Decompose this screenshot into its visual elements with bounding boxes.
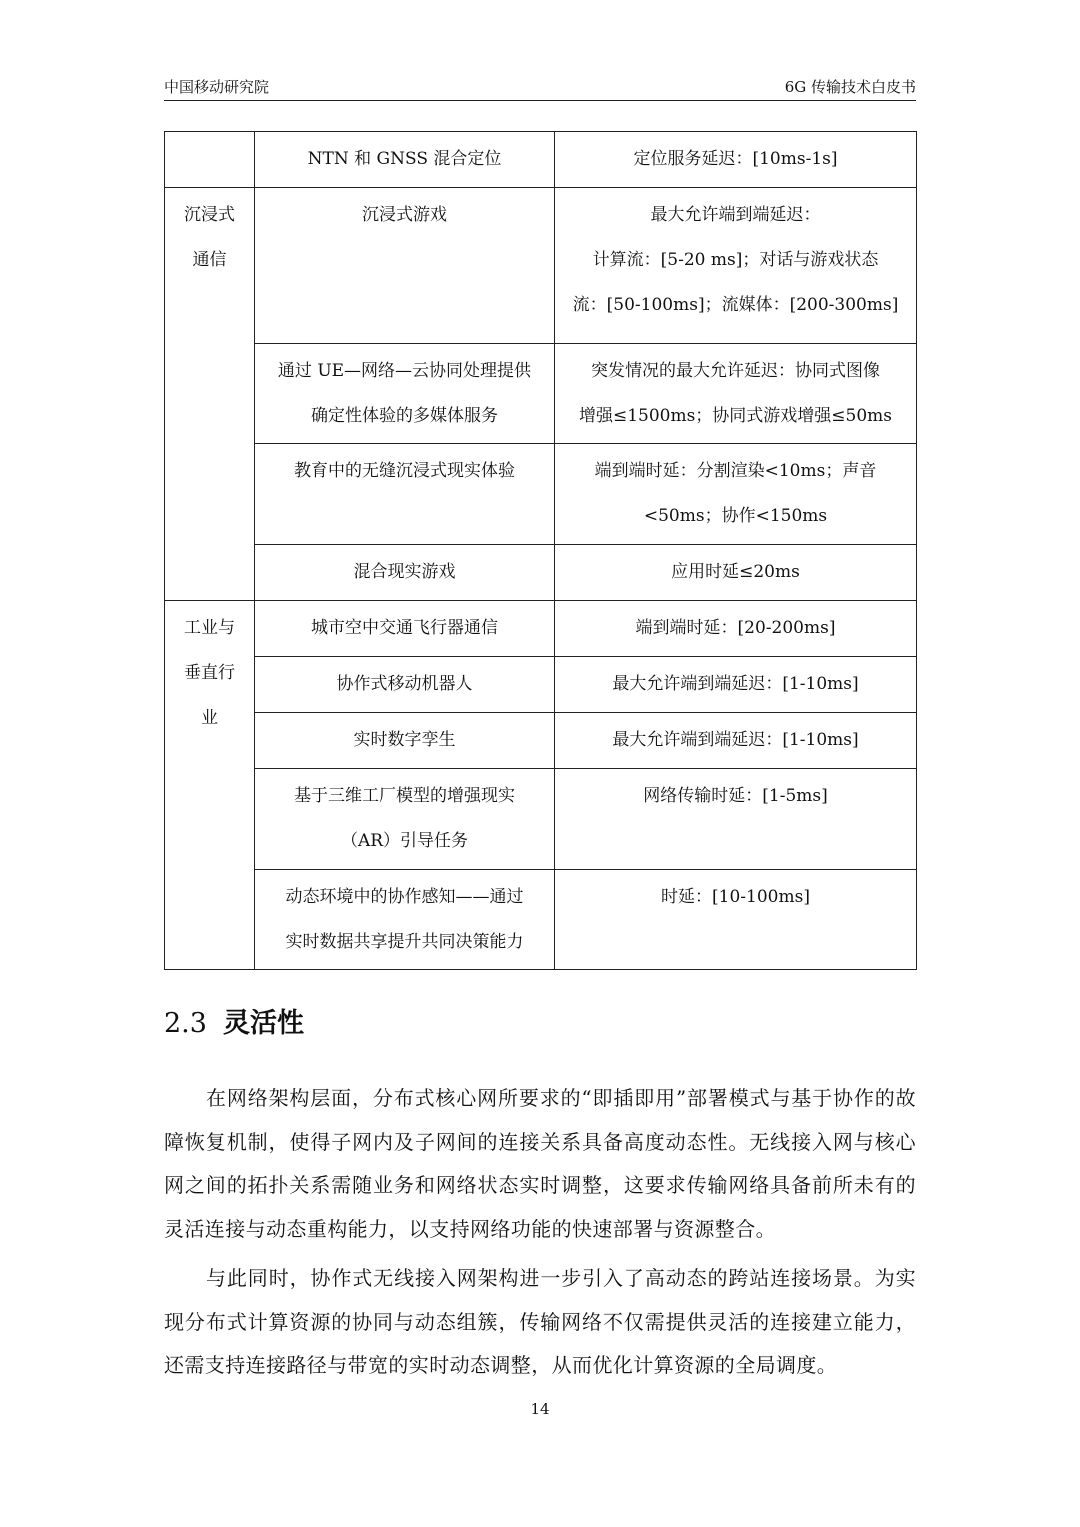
table-row <box>165 344 917 444</box>
scenario-cell: 协作式移动机器人 <box>255 657 555 713</box>
table-row <box>165 601 917 657</box>
scenario-cell: 基于三维工厂模型的增强现实 （AR）引导任务 <box>255 769 555 870</box>
body-paragraph: 与此同时，协作式无线接入网架构进一步引入了高动态的跨站连接场景。为实现分布式计算资源的协同与动态组簇，传输网络不仅需提供灵活的连接建立能力，还需支持连接路径与带宽的实时动态调整，从而优化计算资源的全局调度。 <box>164 1266 916 1377</box>
section-number: 2.3 <box>164 1008 207 1039</box>
table-row <box>165 870 917 970</box>
body-paragraph: 在网络架构层面，分布式核心网所要求的“即插即用”部署模式与基于协作的故障恢复机制，使得子网内及子网间的连接关系具备高度动态性。无线接入网与核心网之间的拓扑关系需随业务和网络状态实时调整，这要求传输网络具备前所未有的灵活连接与动态重构能力，以支持网络功能的快速部署与资源整合。 <box>164 1086 916 1241</box>
scenario-cell: NTN 和 GNSS 混合定位 <box>255 132 555 188</box>
table-row <box>165 545 917 601</box>
latency-requirements-table <box>164 131 917 970</box>
category-cell: 工业与 垂直行 业 <box>165 601 255 970</box>
requirement-cell: 应用时延≤20ms <box>555 545 917 601</box>
scenario-cell: 城市空中交通飞行器通信 <box>255 601 555 657</box>
scenario-cell: 实时数字孪生 <box>255 713 555 769</box>
requirement-cell: 时延：[10-100ms] <box>555 870 917 970</box>
scenario-cell: 教育中的无缝沉浸式现实体验 <box>255 444 555 545</box>
requirement-cell: 定位服务延迟：[10ms-1s] <box>555 132 917 188</box>
requirement-cell: 最大允许端到端延迟：[1-10ms] <box>555 657 917 713</box>
table-row <box>165 444 917 545</box>
category-cell: 沉浸式 通信 <box>165 188 255 601</box>
table-row <box>165 657 917 713</box>
category-cell <box>165 132 255 188</box>
section-heading <box>164 1002 304 1046</box>
scenario-cell: 沉浸式游戏 <box>255 188 555 344</box>
requirement-cell: 最大允许端到端延迟： 计算流：[5-20 ms]；对话与游戏状态 流：[50-100ms]；流媒体：[200-300ms] <box>555 188 917 344</box>
table-row <box>165 769 917 870</box>
header-doc-title: 6G 传输技术白皮书 <box>784 78 916 96</box>
header-org: 中国移动研究院 <box>164 78 270 96</box>
requirement-cell: 端到端时延：分割渲染<10ms；声音 <50ms；协作<150ms <box>555 444 917 545</box>
page-number: 14 <box>530 1400 550 1418</box>
requirement-cell: 端到端时延：[20-200ms] <box>555 601 917 657</box>
scenario-cell: 动态环境中的协作感知——通过 实时数据共享提升共同决策能力 <box>255 870 555 970</box>
requirement-cell: 最大允许端到端延迟：[1-10ms] <box>555 713 917 769</box>
table-row <box>165 132 917 188</box>
scenario-cell: 通过 UE—网络—云协同处理提供 确定性体验的多媒体服务 <box>255 344 555 444</box>
table-row <box>165 713 917 769</box>
page-header <box>164 76 916 101</box>
table-row <box>165 188 917 344</box>
section-title: 灵活性 <box>222 1008 304 1039</box>
requirement-cell: 突发情况的最大允许延迟：协同式图像 增强≤1500ms；协同式游戏增强≤50ms <box>555 344 917 444</box>
requirement-cell: 网络传输时延：[1-5ms] <box>555 769 917 870</box>
scenario-cell: 混合现实游戏 <box>255 545 555 601</box>
